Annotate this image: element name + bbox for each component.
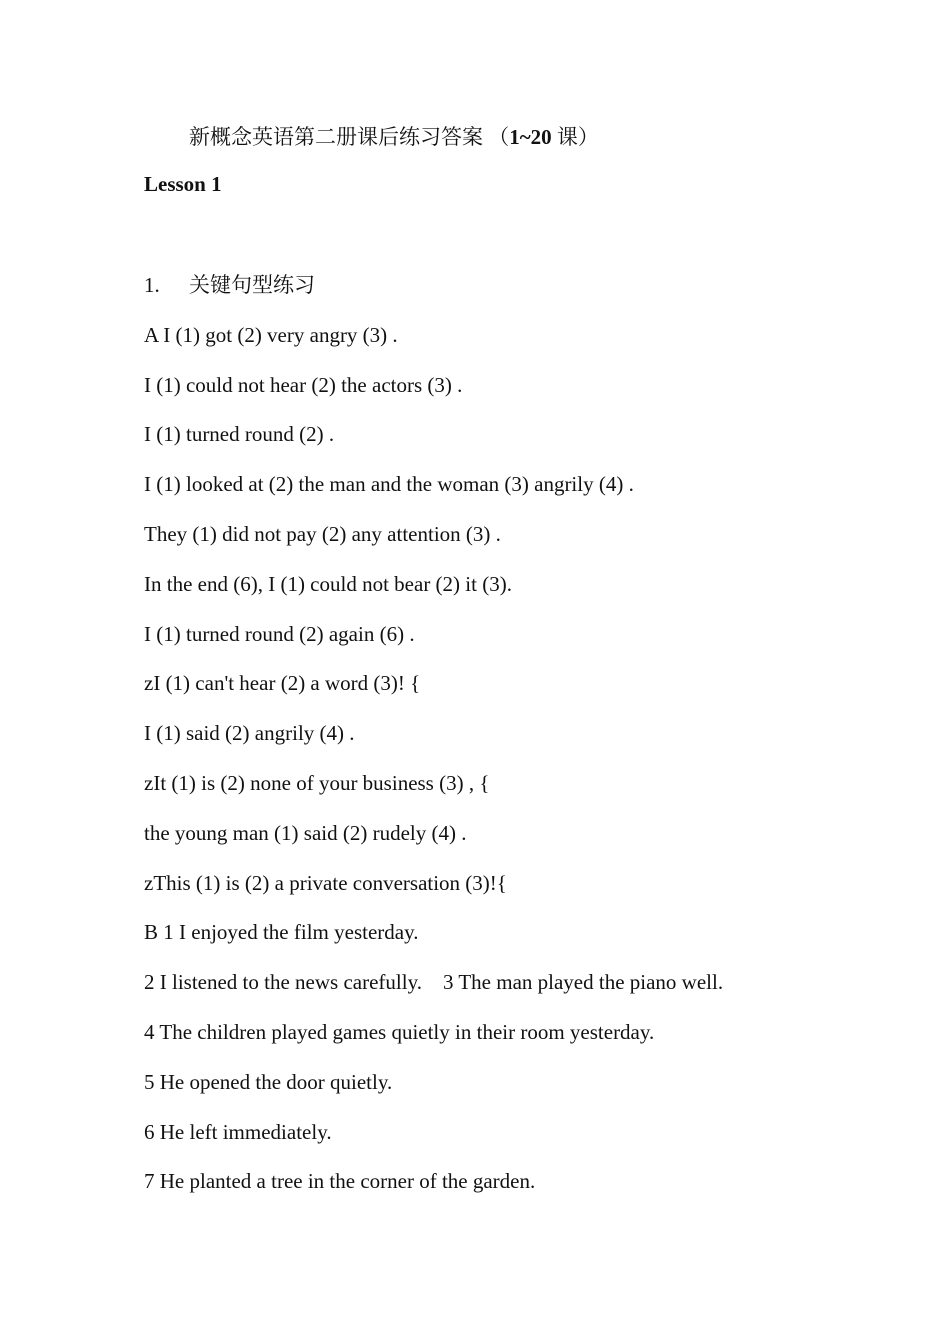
answer-line: 2 I listened to the news carefully. 3 The man played the piano well.: [144, 970, 724, 995]
title-range: 1~20: [509, 125, 552, 149]
answer-line: In the end (6), I (1) could not bear (2) it (3).: [144, 571, 512, 596]
section-heading: [144, 271, 723, 321]
answer-line: the young man (1) said (2) rudely (4) .: [144, 820, 467, 845]
answer-line: I (1) turned round (2) again (6) .: [144, 621, 415, 646]
answer-line: 4 The children played games quietly in their room yesterday.: [144, 1019, 655, 1044]
title-text: 新概念英语第二册课后练习答案: [189, 125, 483, 149]
lesson-heading: Lesson 1: [144, 172, 222, 196]
document-title: [189, 121, 599, 151]
answer-line: 5 He opened the door quietly.: [144, 1069, 393, 1094]
answer-line: zI (1) can't hear (2) a word (3)! {: [144, 671, 421, 696]
answer-line: I (1) looked at (2) the man and the woman (3) angrily (4) .: [144, 472, 634, 497]
section-number: 1.: [144, 273, 160, 297]
title-paren: （: [488, 125, 510, 149]
answer-line: B 1 I enjoyed the film yesterday.: [144, 920, 419, 945]
answer-line: zThis (1) is (2) a private conversation (3)!{: [144, 870, 507, 895]
title-suffix: 课）: [556, 125, 599, 149]
document-body: [144, 271, 723, 1217]
answer-line: I (1) turned round (2) .: [144, 422, 335, 447]
answer-line: zIt (1) is (2) none of your business (3) , {: [144, 770, 490, 795]
answer-line: 6 He left immediately.: [144, 1119, 332, 1144]
answer-line: 7 He planted a tree in the corner of the garden.: [144, 1169, 536, 1194]
answer-line: I (1) could not hear (2) the actors (3) .: [144, 372, 463, 397]
answer-lines: [144, 321, 723, 1217]
answer-line: They (1) did not pay (2) any attention (3) .: [144, 521, 501, 546]
answer-line: A I (1) got (2) very angry (3) .: [144, 322, 398, 347]
answer-line: I (1) said (2) angrily (4) .: [144, 721, 355, 746]
section-label: 关键句型练习: [189, 273, 315, 297]
